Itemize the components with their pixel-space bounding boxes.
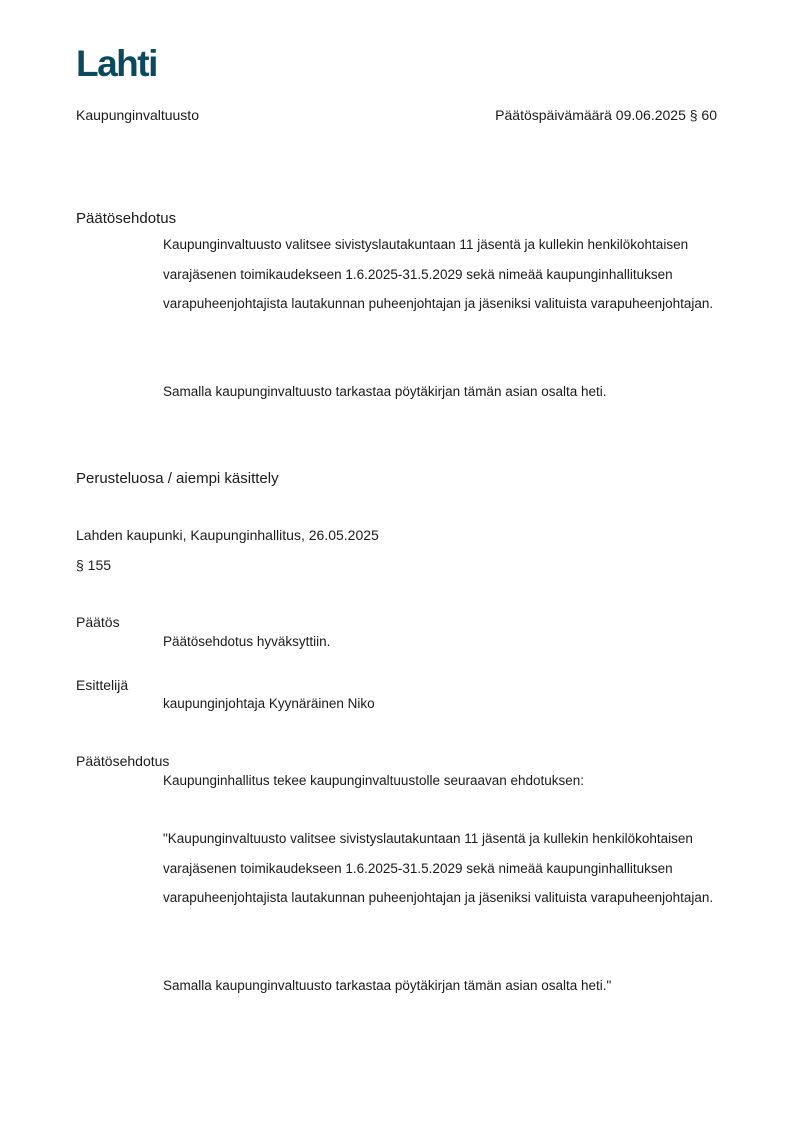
decision-date-section: Päätöspäivämäärä 09.06.2025 § 60 xyxy=(495,107,717,123)
quoted-paragraph-1: "Kaupunginvaltuusto valitsee sivistyslautakuntaan 11 jäsentä ja kullekin henkilökohtaisen varajäsenen toimikaudekseen 1.6.2025-31.5.2029 sekä nimeää kaupunginhallituksen varapuheenjohtajista lautakunnan puheenjohtajan ja jäseniksi valituista varapuheenjohtajan. xyxy=(163,831,714,905)
quoted-paragraph-2: Samalla kaupunginvaltuusto tarkastaa pöytäkirjan tämän asian osalta heti." xyxy=(163,978,612,993)
lahti-logo-mark xyxy=(76,44,168,82)
proposal-paragraph-2: Samalla kaupunginvaltuusto tarkastaa pöytäkirjan tämän asian osalta heti. xyxy=(163,384,607,399)
body-name: Kaupunginvaltuusto xyxy=(76,107,199,123)
presenter-text: kaupunginjohtaja Kyynäräinen Niko xyxy=(163,696,375,711)
proposal-heading: Päätösehdotus xyxy=(76,210,177,227)
board-proposal-intro: Kaupunginhallitus tekee kaupunginvaltuustolle seuraavan ehdotuksen: xyxy=(163,773,585,788)
section-number: § 155 xyxy=(76,557,112,573)
board-proposal-label: Päätösehdotus xyxy=(76,753,170,769)
decision-text: Päätösehdotus hyväksyttiin. xyxy=(163,634,331,649)
decision-label: Päätös xyxy=(76,614,120,630)
proposal-paragraph-1: Kaupunginvaltuusto valitsee sivistyslautakuntaan 11 jäsentä ja kullekin henkilökohtaisen varajäsenen toimikaudekseen 1.6.2025-31.5.2029 sekä nimeää kaupunginhallituksen varapuheenjohtajista lautakunnan puheenjohtajan ja jäseniksi valituista varapuheenjohtajan. xyxy=(163,237,714,311)
svg-text:Lahti: Lahti xyxy=(76,44,157,82)
lahti-logo xyxy=(76,44,168,82)
source-line: Lahden kaupunki, Kaupunginhallitus, 26.05.2025 xyxy=(76,527,379,543)
background-heading: Perusteluosa / aiempi käsittely xyxy=(76,470,279,487)
presenter-label: Esittelijä xyxy=(76,677,129,693)
